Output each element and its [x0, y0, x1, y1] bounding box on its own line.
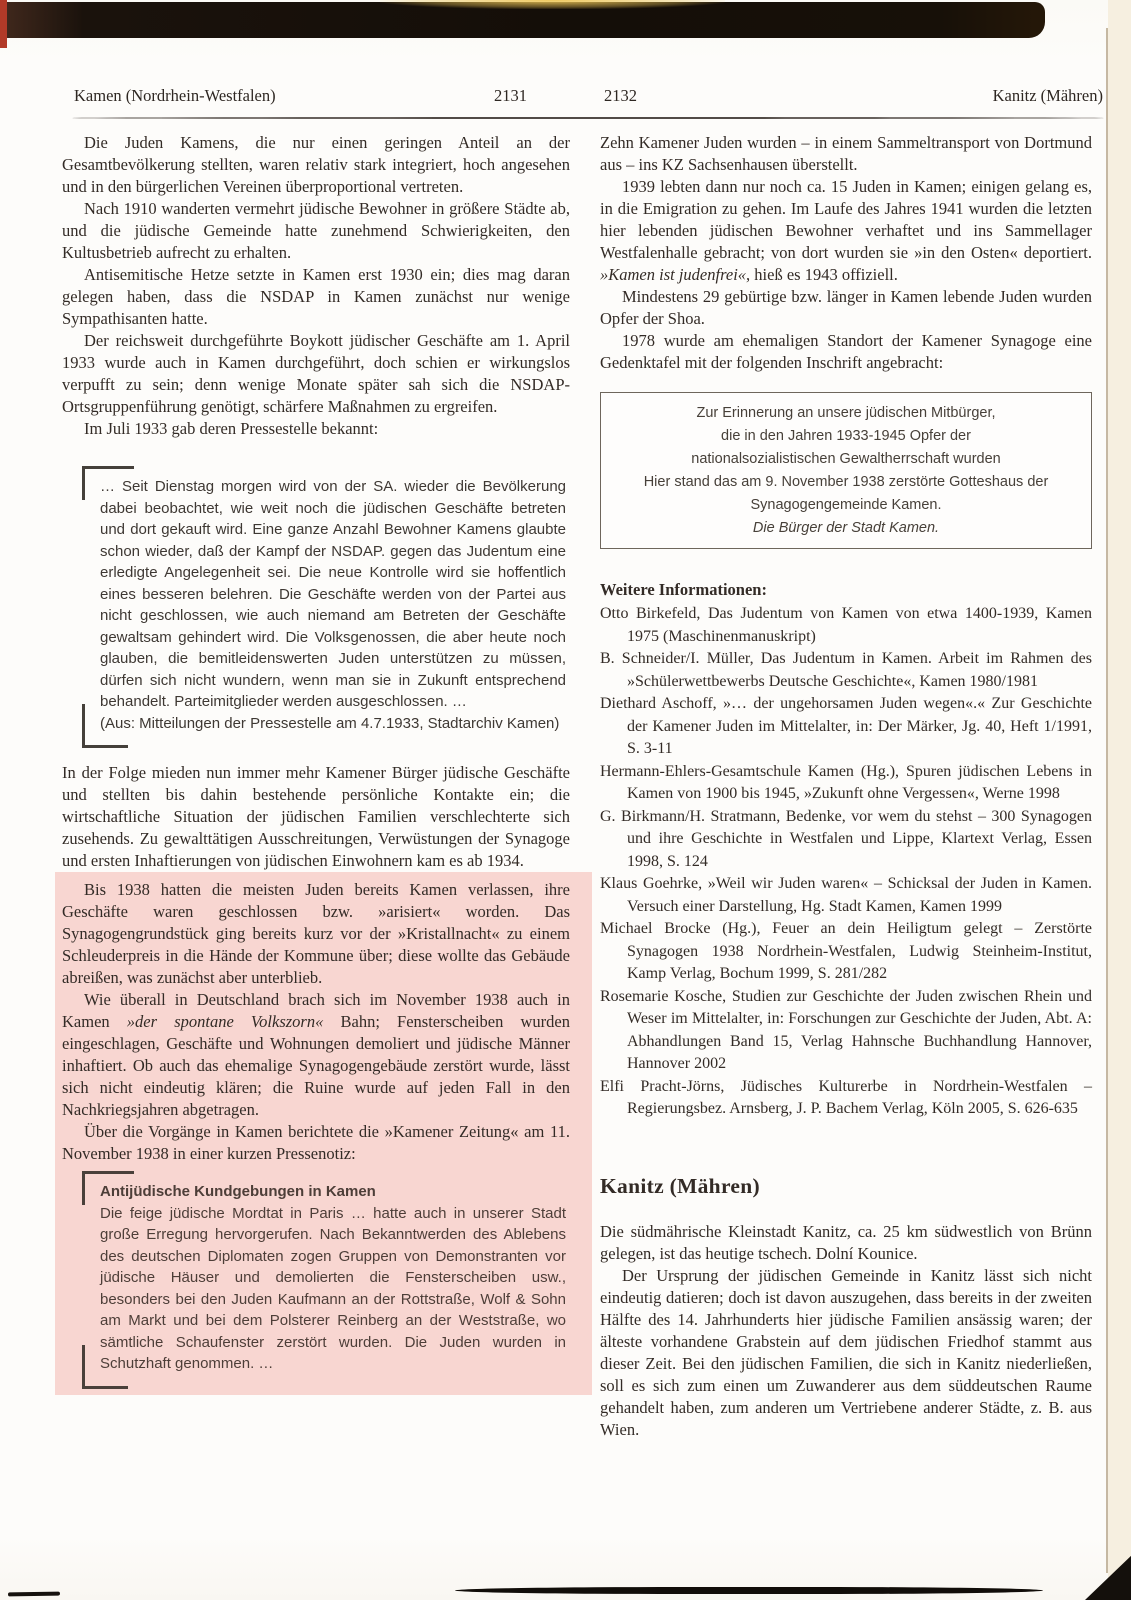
paragraph-text: , hieß es 1943 offiziell. — [746, 265, 898, 284]
bibliography-entry: Otto Birkefeld, Das Judentum von Kamen von etwa 1400-1939, Kamen 1975 (Maschinenmanuskript) — [600, 605, 1092, 645]
paragraph: Über die Vorgänge in Kamen berichtete die »Kamener Zeitung« am 11. November 1938 in einer kurzen Pressenotiz: — [62, 1122, 570, 1163]
paragraph: Die Juden Kamens, die nur einen geringen Anteil an der Gesamtbevölkerung stellten, waren relativ stark integriert, hoch angesehen und in den bürgerlichen Vereinen überproportional vertreten. — [62, 133, 570, 196]
paragraph: Nach 1910 wanderten vermehrt jüdische Bewohner in größere Städte ab, und die jüdische Gemeinde hatte zunehmend Schwierigkeiten, den Kultusbetrieb aufrecht zu erhalten. — [62, 199, 570, 262]
newspaper-notice-quote — [100, 1181, 566, 1375]
scan-right-page-edge — [1108, 0, 1131, 1600]
quote-close-bracket-icon — [82, 1345, 128, 1389]
left-column — [62, 132, 570, 1395]
bibliography-entry: Hermann-Ehlers-Gesamtschule Kamen (Hg.), Spuren jüdischen Lebens in Kamen von 1900 bis 1945, »Zukunft ohne Vergessen«, Werne 1998 — [600, 762, 1092, 802]
bibliography-entry: Rosemarie Kosche, Studien zur Geschichte der Juden zwischen Rhein und Weser im Mittelalter, in: Forschungen zur Geschichte der Juden, Abt. A: Abhandlungen Band 15, Verlag Hahnsche Buchhandlung Hannover, Hannover 2002 — [600, 987, 1092, 1072]
page-number-left: 2131 — [494, 86, 527, 105]
further-information-heading: Weitere Informationen: — [600, 580, 767, 599]
paragraph — [600, 176, 1092, 286]
paragraph: Der Ursprung der jüdischen Gemeinde in Kanitz lässt sich nicht eindeutig datieren; doch ist davon auszugehen, dass bereits in der zweiten Hälfte des 14. Jahrhunderts hier jüdische Familien ansässig waren; der älteste vorhandene Grabstein auf dem jüdischen Friedhof stammt aus dieser Zeit. Bei den jüdischen Familien, die sich in Kanitz niederließen, soll es sich zum einen um Zuwanderer aus dem süddeutschen Raume gehandelt haben, zum anderen um Vertriebene anderer Städte, z. B. aus Wien. — [600, 1265, 1092, 1439]
italic-quote-phrase: »Kamen ist judenfrei« — [600, 265, 747, 284]
plaque-signature — [607, 517, 1085, 540]
scan-bottom-shadow-center — [455, 1587, 1043, 1594]
press-release-quote — [100, 476, 566, 734]
paragraph — [62, 989, 570, 1121]
running-head-right-title: Kanitz (Mähren) — [992, 86, 1103, 105]
scan-bottom-shadow-left — [8, 1592, 60, 1597]
running-head — [0, 86, 1131, 110]
quote-open-bracket-icon — [82, 466, 134, 500]
paragraph: Mindestens 29 gebürtige bzw. länger in Kamen lebende Juden wurden Opfer der Shoa. — [600, 287, 1092, 328]
paragraph: Antisemitische Hetze setzte in Kamen erst 1930 ein; dies mag daran gelegen haben, dass die NSDAP in Kamen zunächst nur wenige Sympathisanten hatte. — [62, 265, 570, 328]
quote-title: Antijüdische Kundgebungen in Kamen — [100, 1183, 376, 1200]
plaque-line: die in den Jahren 1933-1945 Opfer der — [721, 428, 971, 444]
bibliography-entry: Michael Brocke (Hg.), Feuer an dein Heiligtum gelegt – Zerstörte Synagogen 1938 Nordrhein-Westfalen, Ludwig Steinheim-Institut, Kamp Verlag, Bochum 1999, S. 281/282 — [600, 920, 1092, 982]
paragraph: 1978 wurde am ehemaligen Standort der Kamener Synagoge eine Gedenktafel mit der folgenden Inschrift angebracht: — [600, 331, 1092, 372]
plaque-line: Zur Erinnerung an unsere jüdischen Mitbürger, — [696, 405, 996, 421]
quote-body: Die feige jüdische Mordtat in Paris … hatte auch in unserer Stadt große Erregung hervorgerufen. Nach Bekanntwerden des Ablebens des deutschen Diplomaten zogen Gruppen von Demonstranten vor jüdische Häuser und demolierten die Fensterscheiben usw., besonders bei den Juden Kaufmann an der Rottstraße, Wolf & Sohn am Markt und bei dem Polsterer Reinberg an der Weststraße, wo sämtliche Schaufenster zerstört wurden. Die Juden wurden in Schutzhaft genommen. … — [100, 1204, 566, 1372]
header-rule — [72, 117, 1104, 119]
bibliography-entry: Klaus Goehrke, »Weil wir Juden waren« – Schicksal der Juden in Kamen. Versuch einer Darstellung, Hg. Stadt Kamen, Kamen 1999 — [600, 875, 1092, 915]
page-number-right: 2132 — [604, 86, 637, 105]
paragraph: Zehn Kamener Juden wurden – in einem Sammeltransport von Dortmund aus – ins KZ Sachsenhausen überstellt. — [600, 133, 1092, 174]
bibliography-entry: B. Schneider/I. Müller, Das Judentum in Kamen. Arbeit im Rahmen des »Schülerwettbewerbs Deutsche Geschichte«, Kamen 1980/1981 — [600, 650, 1092, 690]
italic-quote-phrase: »der spontane Volkszorn« — [126, 1012, 324, 1031]
bibliography-entry: G. Birkmann/H. Stratmann, Bedenke, vor wem du stehst – 300 Synagogen und ihre Geschichte in Westfalen und Lippe, Klartext Verlag, Essen 1998, S. 124 — [600, 807, 1092, 870]
paragraph-text: Bahn; Fensterscheiben wurden eingeschlagen, Geschäfte und Wohnungen demoliert und jüdische Männer inhaftiert. Ob auch das ehemalige Synagogengebäude zerstört wurde, lässt sich nicht eindeutig klären; die Ruine wurde auf jeden Fall in den Nachkriegsjahren abgetragen. — [62, 1012, 570, 1119]
paragraph: Der reichsweit durchgeführte Boykott jüdischer Geschäfte am 1. April 1933 wurde auch in Kamen durchgeführt, doch schien er wirkungslos verpufft zu sein; denn wenige Monate später sah sich die NSDAP-Ortsgruppenführung genötigt, schärfere Maßnahmen zu ergreifen. — [62, 331, 570, 416]
scan-right-edge-line — [1106, 28, 1108, 1573]
paragraph-text: Wie überall in Deutschland brach sich im November 1938 auch in Kamen — [62, 990, 570, 1031]
quote-source: (Aus: Mitteilungen der Pressestelle am 4.7.1933, Stadtarchiv Kamen) — [100, 714, 560, 732]
bibliography-entry: Elfi Pracht-Jörns, Jüdisches Kulturerbe in Nordrhein-Westfalen – Regierungsbez. Arnsberg, J. P. Bachem Verlag, Köln 2005, S. 626-635 — [600, 1077, 1092, 1117]
paragraph-text: 1939 lebten dann nur noch ca. 15 Juden in Kamen; einigen gelang es, in die Emigration zu gehen. Im Laufe des Jahres 1941 wurden die letzten hier lebenden jüdischen Bewohner verhaftet und ins Sammellager Westfalenhalle gebracht; von dort wurden sie »in den Osten« deportiert. — [600, 177, 1092, 262]
paragraph: Bis 1938 hatten die meisten Juden bereits Kamen verlassen, ihre Geschäfte waren geschlossen bzw. »arisiert« worden. Das Synagogengrundstück ging bereits kurz vor der »Kristallnacht« zu einem Schleuderpreis in die Hände der Kommune über; diese wollte das Gebäude abreißen, was zunächst aber unterblieb. — [62, 880, 570, 987]
bibliography-entry: Diethard Aschoff, »… der ungehorsamen Juden wegen«.« Zur Geschichte der Kamener Juden im Mittelalter, in: Der Märker, Jg. 40, Heft 1/1991, S. 3-11 — [600, 695, 1092, 757]
paragraph: Im Juli 1933 gab deren Pressestelle bekannt: — [84, 419, 379, 438]
pink-highlighted-section — [55, 872, 592, 1395]
plaque-line: Hier stand das am 9. November 1938 zerstörte Gotteshaus der — [643, 474, 1049, 490]
paragraph: In der Folge mieden nun immer mehr Kamener Bürger jüdische Geschäfte und stellten bis dahin bestehende persönliche Kontakte ein; die wirtschaftliche Situation der jüdischen Familien verschlechterte sich zusehends. Zu gewalttätigen Ausschreitungen, Verwüstungen der Synagoge und ersten Inhaftierungen von jüdischen Einwohnern kam es ab 1934. — [62, 763, 570, 870]
paragraph: Die südmährische Kleinstadt Kanitz, ca. 25 km südwestlich von Brünn gelegen, ist das heutige tschech. Dolní Kounice. — [600, 1221, 1092, 1263]
quote-open-bracket-icon — [82, 1171, 134, 1205]
right-column — [600, 132, 1092, 1441]
plaque-signature-text: Die Bürger der Stadt Kamen. — [752, 520, 940, 536]
quote-body: … Seit Dienstag morgen wird von der SA. wieder die Bevölkerung dabei beobachtet, wie weit noch die jüdischen Geschäfte betreten und dort gekauft wird. Eine ganze Anzahl Bewohner Kamens glaubte schon wieder, daß der Kampf der NSDAP. gegen das Judentum eine erledigte Angelegenheit sei. Die neue Kontrolle wird sie hoffentlich eines besseren belehren. Die Geschäfte werden von der Partei aus nicht geschlossen, wie auch niemand am Betreten der Geschäfte gewaltsam gehindert wird. Die Volksgenossen, die aber heute noch glauben, die bemitleidenswerten Juden unterstützen zu müssen, dürfen sich nicht wundern, wenn man sie in Zukunft entsprechend behandelt. Parteimitglieder werden ausgeschlossen. … — [100, 478, 566, 710]
quote-close-bracket-icon — [82, 704, 128, 748]
running-head-left-title: Kamen (Nordrhein-Westfalen) — [74, 86, 276, 105]
scan-red-edge-mark — [0, 0, 7, 48]
kanitz-section-heading: Kanitz (Mähren) — [600, 1173, 760, 1198]
memorial-plaque-inscription — [600, 392, 1092, 549]
scan-top-light-glow — [380, 0, 725, 9]
plaque-line: nationalsozialistischen Gewaltherrschaft wurden — [691, 451, 1001, 467]
plaque-line: Synagogengemeinde Kamen. — [750, 497, 942, 513]
